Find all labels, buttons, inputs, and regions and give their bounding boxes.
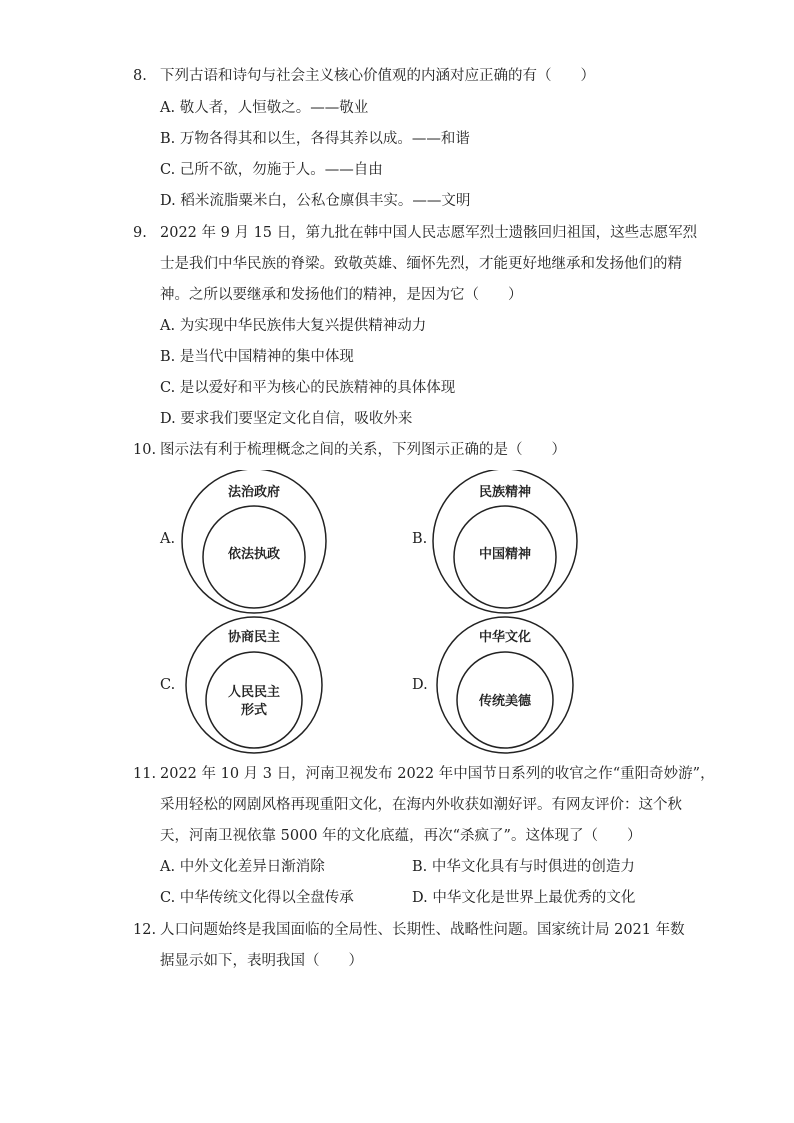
inner-label: 形式 [240,703,268,718]
option-d[interactable]: D. 中华文化是世界上最优秀的文化 [412,890,636,906]
option-a[interactable]: A. 为实现中华民族伟大复兴提供精神动力 [160,318,427,334]
diagram-option-a[interactable] [159,470,326,613]
option-a[interactable]: A. 敬人者，人恒敬之。——敬业 [160,100,369,116]
option-d[interactable]: D. 稻米流脂粟米白，公私仓廪俱丰实。——文明 [160,193,471,209]
question-stem: 天，河南卫视依靠 5000 年的文化底蕴，再次“杀疯了”。这体现了（ ） [160,828,642,844]
option-label: B. [412,531,428,547]
diagram-option-b[interactable] [412,470,577,613]
option-a[interactable]: A. 中外文化差异日渐消除 [160,859,325,875]
question-stem: 2022 年 9 月 15 日，第九批在韩中国人民志愿军烈士遗骸回归祖国，这些志愿军烈 [160,225,698,241]
question-stem: 据显示如下，表明我国（ ） [160,953,363,969]
question-number: 8. [133,68,147,84]
question-stem: 图示法有利于梳理概念之间的关系，下列图示正确的是（ ） [160,442,566,458]
option-label: D. [412,677,428,693]
option-b[interactable]: B. 中华文化具有与时俱进的创造力 [412,859,635,875]
option-c[interactable]: C. 己所不欲，勿施于人。——自由 [160,162,383,178]
inner-circle [206,652,302,748]
inner-label: 人民民主 [227,685,281,700]
option-c[interactable]: C. 是以爱好和平为核心的民族精神的具体体现 [160,380,456,396]
question-stem: 神。之所以要继承和发扬他们的精神，是因为它（ ） [160,287,523,303]
option-c[interactable]: C. 中华传统文化得以全盘传承 [160,890,354,906]
question-stem: 士是我们中华民族的脊梁。致敬英雄、缅怀先烈，才能更好地继承和发扬他们的精 [160,256,682,272]
question-stem: 人口问题始终是我国面临的全局性、长期性、战略性问题。国家统计局 2021 年数 [160,922,685,938]
outer-label: 协商民主 [227,630,281,645]
inner-label: 依法执政 [227,547,281,562]
option-label: A. [160,531,176,547]
inner-label: 中国精神 [478,547,532,562]
question-number: 11. [133,766,157,782]
option-d[interactable]: D. 要求我们要坚定文化自信，吸收外来 [160,411,413,427]
question-stem: 2022 年 10 月 3 日，河南卫视发布 2022 年中国节日系列的收官之作“重阳奇妙游”， [160,766,715,782]
option-b[interactable]: B. 是当代中国精神的集中体现 [160,349,354,365]
option-b[interactable]: B. 万物各得其和以生，各得其养以成。——和谐 [160,131,470,147]
question-number: 9. [133,225,147,241]
question-stem: 下列古语和诗句与社会主义核心价值观的内涵对应正确的有（ ） [160,68,595,84]
outer-label: 法治政府 [227,485,281,500]
inner-label: 传统美德 [478,694,532,709]
outer-label: 中华文化 [478,630,532,645]
venn-diagrams [0,470,794,760]
question-number: 12. [133,922,157,938]
outer-label: 民族精神 [478,485,532,500]
question-stem: 采用轻松的网剧风格再现重阳文化，在海内外收获如潮好评。有网友评价：这个秋 [160,797,682,813]
option-label: C. [160,677,176,693]
question-number: 10. [133,442,157,458]
diagram-option-c[interactable] [160,617,322,753]
diagram-option-d[interactable] [412,617,573,753]
